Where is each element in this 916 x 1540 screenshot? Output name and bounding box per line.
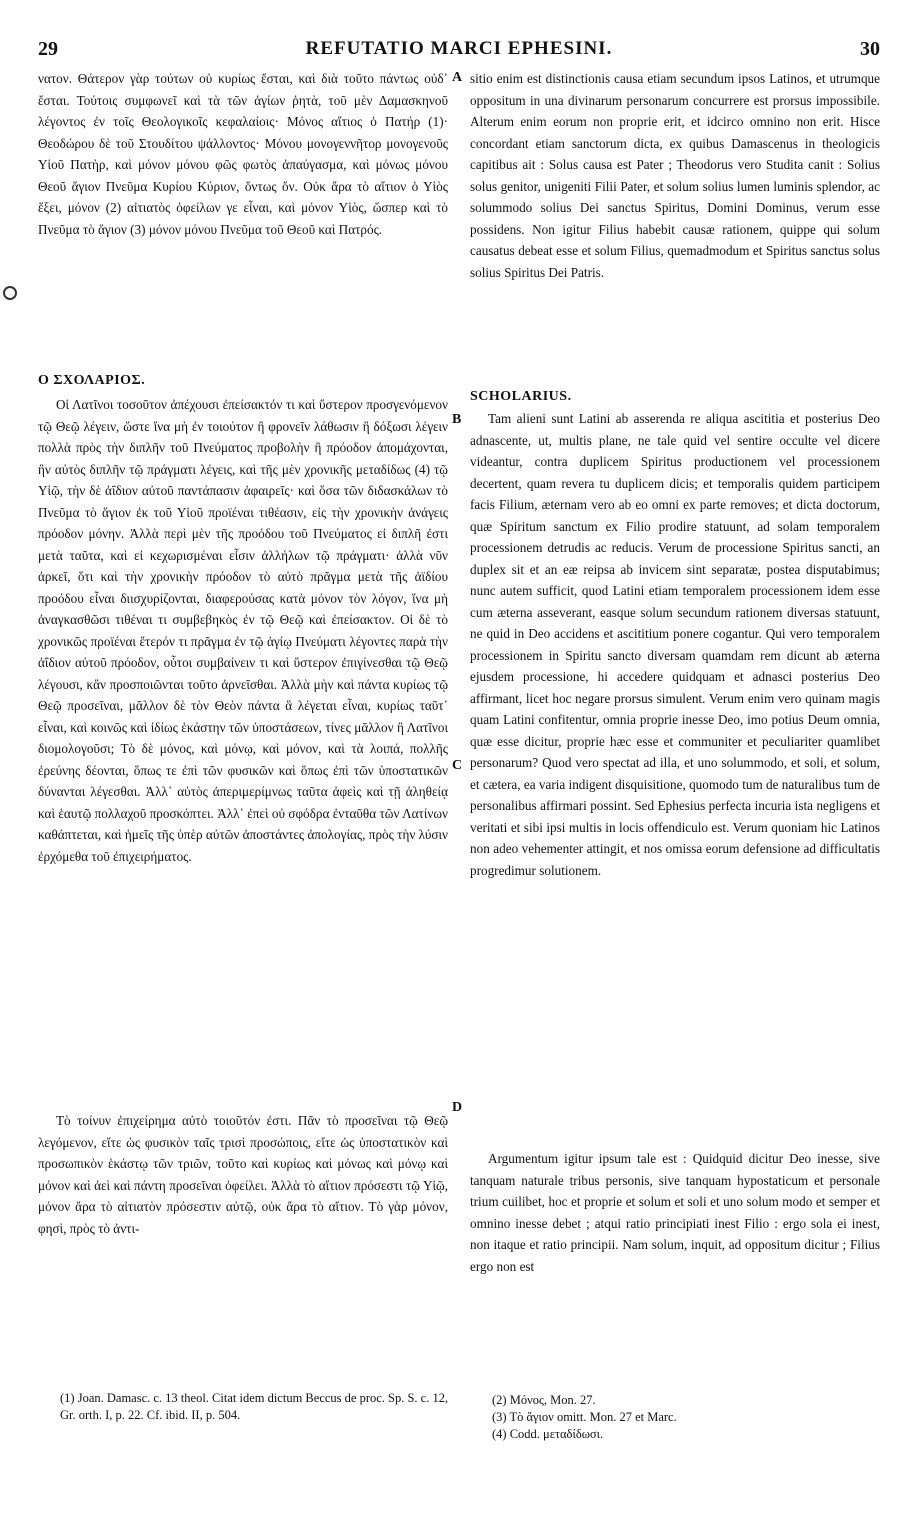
footnote: (4) Codd. μεταδίδωσι. bbox=[492, 1427, 604, 1441]
margin-marker-b: B bbox=[452, 412, 462, 427]
latin-paragraph: Argumentum igitur ipsum tale est : Quidquid dicitur Deo inesse, sive tanquam naturale tribus personis, sive tanquam hypostaticum et personale trium cuilibet, hoc et proprie et solum et soli et uno solum modo et semper et omnino inesse debet ; atqui ratio principiati inest Filio : ergo sola ei inest, non itaque et ratio principii. Nam solum, inquit, ad oppositum dicitur ; Filius ergo non est bbox=[470, 1151, 880, 1274]
running-title: REFUTATIO MARCI EPHESINI. bbox=[305, 38, 613, 59]
greek-section-title: Ο ΣΧΟΛΑΡΙΟΣ. bbox=[38, 373, 146, 388]
greek-column bbox=[38, 68, 448, 1310]
footnotes-right bbox=[492, 1392, 880, 1443]
footnote: (3) Τὸ ἅγιον omitt. Mon. 27 et Marc. bbox=[492, 1410, 677, 1424]
footnote: (2) Μόνος, Mon. 27. bbox=[492, 1393, 596, 1407]
margin-ornament-icon bbox=[3, 286, 17, 300]
greek-paragraph: νατον. Θάτερον γὰρ τούτων οὐ κυρίως ἔσται, καὶ διὰ τοῦτο πάντως οὐδ᾽ ἔσται. Τούτοις συμφωνεῖ καὶ τὰ τῶν ἁγίων ῥητὰ, τοῦ μὲν Δαμασκηνοῦ λέγοντος ἐν τοῖς Θεολογικοῖς κεφαλαίοις· Μόνος αἴτιος ὁ Πατήρ (1)· Θεοδώρου δὲ τοῦ Στουδίτου ψάλλοντος· Μόνου μονογεννῆτορ μονογενοῦς Υἱοῦ Πατὴρ, καὶ μόνον μόνου φῶς φωτὸς ἀπαύγασμα, καὶ μόνως μόνου Θεοῦ ἅγιον Πνεῦμα Κυρίου Κύριον, ὄντως ὄν. Οὐκ ἄρα τὸ αἴτιον ὁ Υἱὸς ἕξει, μόνον (2) αἰτιατὸς ὀφείλων γε εἶναι, καὶ μόνον Υἱὸς, ὥσπερ καὶ τὸ Πνεῦμα τὸ ἅγιον (3) μόνον μόνου Πνεῦμα τοῦ Θεοῦ καὶ Πατρός. bbox=[38, 71, 448, 237]
margin-marker-c: C bbox=[452, 758, 463, 773]
left-page-number: 29 bbox=[38, 38, 58, 60]
right-page-number: 30 bbox=[860, 38, 880, 60]
latin-paragraph: Tam alieni sunt Latini ab asserenda re aliqua ascititia et posterius Deo adnascente, ut, multis plane, ne tale quid vel sentire occulte vel dicere videantur, contra duplicem Spiritus productionem vel processionem decertent, quam revera tu duplicem dicis; et temporalis quidem participem facis Filium, æternam vero ab eo omni ex parte removes; et dicta doctorum, quæ Spiritum sanctum ex Filio prodire statuunt, ad solam temporalem processionem detrudis ac reducis. Verum de processione Spiritus sancti, an duplex sit et an eæ reipsa ab invicem sint separatæ, postea disputabimus; nunc autem sufficit, quod Latini etiam temporalem processionem idem esse cum æterna asseverant, easque solum secundum rationem diversas statuunt, ne quid in Deo accidens et ascititium ponere cogantur. Qui vero temporalem processionem in Spiritu sancto diversam quamdam rem dicunt ab æterna ejusdem processione, hi accedere quidquam et adnasci posterius Deo affirmant, licet hoc negare prorsus simulent. Verum enim vero quinam magis quam Latini confitentur, omnia proprie inesse Deo, imo potius Deum omnia, quæ esse dicitur, proprie hæc esse et communiter et peculiariter quamlibet personarum? Quod vero spectat ad illa, et uno solummodo, et soli, et solum, et cætera, ea varia indigent disquisitione, quomodo tum de naturalibus tum de personalibus affirmari possint. Sed Ephesius perfecta incuria ista negligens et veritati et sibi ipsi multis in locis offendiculo est. Verum quoniam hic Latinos non adeo vehementer attingit, et nos omissa eorum defensione ad difficultatis progredimur solutionem. bbox=[470, 411, 880, 878]
latin-column bbox=[470, 68, 880, 1390]
footnote: (1) Joan. Damasc. c. 13 theol. Citat idem dictum Beccus de proc. Sp. S. c. 12, Gr. orth. I, p. 22. Cf. ibid. II, p. 504. bbox=[60, 1391, 449, 1422]
margin-marker-a: A bbox=[452, 70, 463, 85]
greek-paragraph: Οἱ Λατῖνοι τοσοῦτον ἀπέχουσι ἐπείσακτόν τι καὶ ὕστερον προσγενόμενον τῷ Θεῷ λέγειν, ὥστε ἵνα μὴ ἐν τοιούτον ἢ φρονεῖν λάθωσιν ἢ δόξωσι λέγειν πολλὰ πρὸς τὴν διπλῆν τοῦ Πνεύματος προβολὴν ἢ πρόοδον ἀπομάχονται, ἣν αὐτὸς διπλῆν τῷ πράγματι λέγεις, καὶ τῆς μὲν χρονικῆς μεταδίδως (4) τῷ Υἱῷ, τὴν δὲ ἀΐδιον αὐτοῦ παντάπασιν ἀφαιρεῖς· καὶ ὅσα τῶν διδασκάλων τὸ Πνεῦμα τὸ ἅγιον ἐκ τοῦ Υἱοῦ προϊέναι τιθέασιν, εἰς τὴν χρονικὴν ἀνάγεις πρόοδον μόνην. Ἀλλὰ περὶ μὲν τῆς προόδου τοῦ Πνεύματος εἰ διπλῆ ἐστι μετὰ ταῦτα, καὶ εἰ κεχωρισμέναι εἶσιν ἀλλήλων τῷ πράγματι· ἀλλὰ νῦν ἀρκεῖ, ὅτι καὶ τὴν χρονικὴν πρόοδον τὸ αὐτὸ πρᾶγμα μετὰ τῆς ἀϊδίου προόδου εἶναι διισχυρίζονται, διαφερούσας κατὰ μόνον τὸν λόγον, ἵνα μὴ ἀναγκασθῶσι τιθέναι τι συμβεβηκὸς ἐν τῷ Θεῷ καὶ ἐπείσακτον. Οἱ δὲ τὸ χρονικῶς προϊέναι ἕτερόν τι πρᾶγμα ἐν τῷ ἁγίῳ Πνεύματι λέγοντες παρὰ τὴν ἀΐδιον αὐτοῦ πρόοδον, οὗτοι συμβαίνειν τι καὶ ὕστερον ἐπιγίνεσθαι τῷ Θεῷ λέγουσι, κἂν προσποιῶνται τοῦτο ἀρνεῖσθαι. Ἀλλὰ μὴν καὶ πάντα κυρίως τῷ Θεῷ προσεῖναι, μᾶλλον δὲ τὸν Θεὸν πάντα ἃ λέγεται εἶναι, κυρίως ταῦτ᾽ εἶναι, καὶ κοινῶς καὶ ἰδίως ἑκάστην τῶν ὑποστάσεων, τίνες μᾶλλον ἢ Λατῖνοι διομολογοῦσι; Τὸ δὲ μόνος, καὶ μόνῳ, καὶ μόνον, καὶ τὰ λοιπά, πολλῆς ἐρεύνης δέονται, ὅπως τε ἐπὶ τῶν φυσικῶν καὶ ὅπως ἐπὶ τῶν ὑποστατικῶν δύνανται λέγεσθαι. Ἀλλ᾽ αὐτὸς ἀπεριμερίμνως ταῦτα ἀφεὶς καὶ τῇ ἀληθείᾳ καὶ ἑαυτῷ πολλαχοῦ προσκόπτει. Ἀλλ᾽ ἐπεὶ οὐ σφόδρα ἐνταῦθα τῶν Λατίνων καθάπτεται, καὶ ἡμεῖς τῆς ὑπὲρ αὐτῶν ἀποστάντες ἀπολογίας, πρὸς τὴν λύσιν ἐρχόμεθα τοῦ ἐπιχειρήματος. bbox=[38, 397, 448, 864]
footnotes-left bbox=[60, 1390, 450, 1424]
greek-paragraph: Τὸ τοίνυν ἐπιχείρημα αὐτὸ τοιοῦτόν ἐστι. Πᾶν τὸ προσεῖναι τῷ Θεῷ λεγόμενον, εἴτε ὡς φυσικὸν ταῖς τρισὶ προσώποις, εἴτε ὡς ὑποστατικὸν καὶ προσωπικὸν ἑκάστῳ τῶν τριῶν, τοῦτο καὶ κυρίως καὶ μόνως καὶ μόνῳ καὶ μόνον καὶ ἀεὶ καὶ πάντη προσεῖναι ὀφείλει. Ἀλλὰ τὸ αἴτιον πρόσεστι τῷ Υἱῷ, μόνον ἄρα τὸ αἰτιατὸν πρόσεστιν αὐτῷ, οὐκ ἄρα τὸ αἴτιον. Τὸ γὰρ μόνον, φησὶ, πρὸς τὸ ἀντι- bbox=[38, 1113, 448, 1236]
latin-section-title: SCHOLARIUS. bbox=[470, 389, 572, 404]
margin-marker-d: D bbox=[452, 1100, 463, 1115]
latin-paragraph: sitio enim est distinctionis causa etiam secundum ipsos Latinos, et utrumque oppositum in una divinarum personarum concurrere est prorsus impossibile. Alterum enim eorum non proprie erit, et idcirco omnino non erit. Hisce concordant etiam sanctorum dicta, ex quibus Damascenus in theologicis capitibus ait : Solus causa est Pater ; Theodorus vero Studita canit : Solius solus genitor, unigeniti Filii Pater, et solum solius lumen luminis splendor, ac solummodo solius Dei sanctus Spiritus, Domini Dominus, verum esse possidens. Non igitur Filius habebit causæ rationem, quippe qui solum causatus debeat esse et solum Filius, quemadmodum et Spiritus sanctus solus solius Spiritus Dei Patris. bbox=[470, 71, 880, 280]
page-header bbox=[38, 38, 880, 68]
